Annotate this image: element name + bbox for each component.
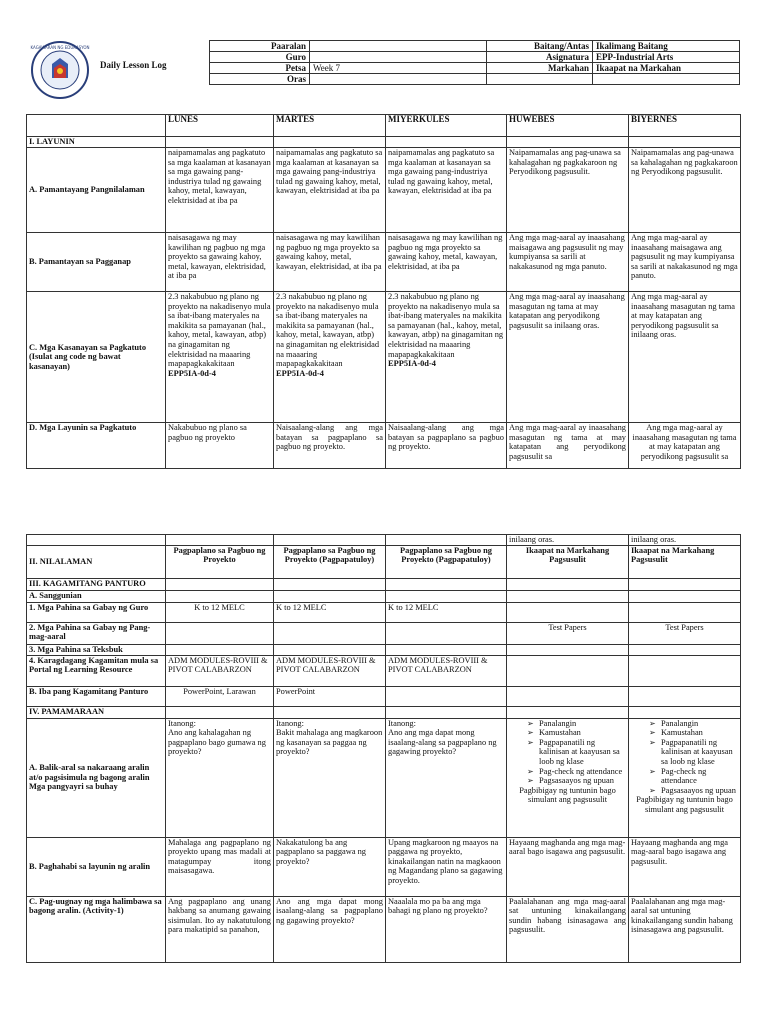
balik-lunes: Itanong: Ano ang kahalagahan ng pagpaplano bago gumawa ng proyekto? bbox=[166, 718, 274, 837]
label-karagdagan: 4. Karagdagang Kagamitan mula sa Portal ng Learning Resource bbox=[27, 655, 166, 686]
label-gabay-magaaral: 2. Mga Pahina sa Gabay ng Pang-mag-aaral bbox=[27, 622, 166, 644]
nilalaman-lunes: Pagpaplano sa Pagbuo ng Proyekto bbox=[166, 545, 274, 578]
paguugnay-biyernes: Paalalahanan ang mga mag-aaral sat untuning kinakailangang sundin habang isinasagawa ang pagsusulit. bbox=[629, 896, 741, 962]
value-petsa: Week 7 bbox=[310, 63, 487, 74]
cell-a-lunes: naipamamalas ang pagkatuto sa mga kaalaman at kasanayan sa mga gawaing pang-industriya tulad ng gawaing kahoy, metal, kawayan, elektrisidad at iba pa bbox=[166, 148, 274, 233]
balik-biyernes bbox=[629, 718, 741, 837]
day-biyernes: BIYERNES bbox=[629, 115, 741, 137]
paghahabi-lunes: Mahalaga ang pagpaplano ng proyekto upang mas madali at matagumpay itong maisasagawa. bbox=[166, 837, 274, 896]
cell-d-huwebes: Ang mga mag-aaral ay inaasahang masagutan ng tama at may katapatan ang peryodikong pagsusulit sa bbox=[507, 423, 629, 469]
lesson-table-part2 bbox=[26, 534, 741, 963]
label-petsa: Petsa bbox=[210, 63, 310, 74]
cell-a-biyernes: Naipamamalas ang pag-unawa sa kahalagahan ng pagkakaroon ng Peryodikong pagsusulit. bbox=[629, 148, 741, 233]
label-teksbuk: 3. Mga Pahina sa Teksbuk bbox=[27, 644, 166, 655]
cell-b-miyerkules: naisasagawa ng may kawilihan ng pagbuo ng mga proyekto sa gawaing kahoy, metal, kawayan, elektrisidad, at iba pa bbox=[386, 233, 507, 292]
label-blank bbox=[487, 74, 593, 85]
label-pamamaraan: IV. PAMAMARAAN bbox=[27, 706, 166, 718]
value-guro bbox=[310, 52, 487, 63]
balik-huwebes bbox=[507, 718, 629, 837]
code-martes: EPP5IA-0d-4 bbox=[276, 368, 324, 378]
row-nilalaman bbox=[27, 545, 741, 578]
day-header-row bbox=[27, 115, 741, 137]
cell-b-biyernes: Ang mga mag-aaral ay inaasahang maisagawa ang pagsusulit ng may kumpiyansa sa sarili at nakakasunod ng mga panuto. bbox=[629, 233, 741, 292]
document-title: Daily Lesson Log bbox=[100, 60, 167, 70]
row-iba-pang-kagamitan bbox=[27, 686, 741, 706]
row-pamamaraan bbox=[27, 706, 741, 718]
cell-a-huwebes: Naipamamalas ang pag-unawa sa kahalagahan ng pagkakaroon ng Peryodikong pagsusulit. bbox=[507, 148, 629, 233]
cont-biyernes: inilaang oras. bbox=[629, 535, 741, 546]
cell-b-martes: naisasagawa ng may kawilihan ng pagbuo ng mga proyekto sa gawaing kahoy, metal, kawayan, elektrisidad, at iba pa bbox=[274, 233, 386, 292]
checklist-item: ➢ Pag-check ng attendance bbox=[527, 767, 626, 777]
paguugnay-martes: Ano ang mga dapat mong isaalang-alang sa pagpaplano ng gagawing proyekto? bbox=[274, 896, 386, 962]
cell-d-martes: Naisaalang-alang ang mga batayan sa pagpaplano sa pagbuo ng proyekto. bbox=[274, 423, 386, 469]
paguugnay-lunes: Ang pagpaplano ang unang hakbang sa anumang gawaing sisimulan. Ito ay nakatutulong para makatipid sa panahon, bbox=[166, 896, 274, 962]
test-papers-biyernes: Test Papers bbox=[629, 622, 741, 644]
checklist-item: ➢ Kamustahan bbox=[527, 728, 626, 738]
kasanayan-text-martes: 2.3 nakabubuo ng plano ng proyekto na nakadisenyo mula sa ibat-ibang materyales na makikita sa pamayanan (hal., kahoy, metal, kawayan, atbp) na ginagamitan ng elektrisidad na maaaring mapapagkakakitaan bbox=[276, 292, 380, 369]
row-sanggunian bbox=[27, 590, 741, 602]
label-pamantayang-pangnilalaman: A. Pamantayang Pangnilalaman bbox=[27, 148, 166, 233]
cell-c-lunes bbox=[166, 292, 274, 423]
balik-martes: Itanong: Bakit mahalaga ang magkaroon ng kasanayan sa paggaa ng proyekto? bbox=[274, 718, 386, 837]
label-paguugnay: C. Pag-uugnay ng mga halimbawa sa bagong aralin. (Activity-1) bbox=[27, 896, 166, 962]
section-layunin: I. LAYUNIN bbox=[27, 137, 166, 148]
day-miyerkules: MIYERKULES bbox=[386, 115, 507, 137]
nilalaman-martes: Pagpaplano sa Pagbuo ng Proyekto (Pagpapatuloy) bbox=[274, 545, 386, 578]
label-asignatura: Asignatura bbox=[487, 52, 593, 63]
value-paaralan bbox=[310, 41, 487, 52]
row-gabay-magaaral bbox=[27, 622, 741, 644]
row-paghahabi bbox=[27, 837, 741, 896]
row-gabay-guro bbox=[27, 602, 741, 622]
value-blank bbox=[593, 74, 740, 85]
nilalaman-huwebes: Ikaapat na Markahang Pagsusulit bbox=[507, 545, 629, 578]
checklist-huwebes bbox=[509, 719, 626, 786]
checklist-item: ➢ Pagpapanatili ng kalinisan at kaayusan sa loob ng klase bbox=[527, 738, 626, 767]
label-baitang: Baitang/Antas bbox=[487, 41, 593, 52]
label-layunin-pagkatuto: D. Mga Layunin sa Pagkatuto bbox=[27, 423, 166, 469]
label-oras: Oras bbox=[210, 74, 310, 85]
lesson-table-part1 bbox=[26, 114, 741, 469]
karagdagan-miyerkules: ADM MODULES-ROVIII & PIVOT CALABARZON bbox=[386, 655, 507, 686]
checklist-item: ➢ Pagsasaayos ng upuan bbox=[527, 776, 626, 786]
karagdagan-lunes: ADM MODULES-ROVIII & PIVOT CALABARZON bbox=[166, 655, 274, 686]
day-lunes: LUNES bbox=[166, 115, 274, 137]
row-layunin-pagkatuto bbox=[27, 423, 741, 469]
karagdagan-martes: ADM MODULES-ROVIII & PIVOT CALABARZON bbox=[274, 655, 386, 686]
cell-d-biyernes: Ang mga mag-aaral ay inaasahang masagutan ng tama at may katapatan ang peryodikong pagsusulit sa bbox=[629, 423, 741, 469]
cell-c-huwebes: Ang mga mag-aaral ay inaasahang masagutan ng tama at may katapatan ang peryodikong pagsusulit sa inilaang oras. bbox=[507, 292, 629, 423]
value-asignatura: EPP-Industrial Arts bbox=[593, 52, 740, 63]
label-iba-pang-kagamitan: B. Iba pang Kagamitang Panturo bbox=[27, 686, 166, 706]
kasanayan-text-lunes: 2.3 nakabubuo ng plano ng proyekto na nakadisenyo mula sa ibat-ibang materyales na makikita sa pamayanan (hal., kahoy, metal, kawayan, atbp) na ginagamitan ng elektrisidad na maaaring mapapagkakakitaan bbox=[168, 292, 271, 369]
checklist-item: ➢ Panalangin bbox=[649, 719, 738, 729]
checklist-item: ➢ Panalangin bbox=[527, 719, 626, 729]
header-row-4 bbox=[210, 74, 740, 85]
checklist-item: ➢ Kamustahan bbox=[649, 728, 738, 738]
checklist-biyernes bbox=[631, 719, 738, 796]
label-guro: Guro bbox=[210, 52, 310, 63]
row-balik-aral bbox=[27, 718, 741, 837]
cell-a-martes: naipamamalas ang pagkatuto sa mga kaalaman at kasanayan sa mga gawaing pang-industriya tulad ng gawaing kahoy, metal, kawayan, elektrisidad at iba pa bbox=[274, 148, 386, 233]
row-paguugnay bbox=[27, 896, 741, 962]
cell-c-biyernes: Ang mga mag-aaral ay inaasahang masagutan ng tama at may katapatan ang peryodikong pagsusulit sa inilaang oras. bbox=[629, 292, 741, 423]
row-karagdagan bbox=[27, 655, 741, 686]
paghahabi-biyernes: Hayaang maghanda ang mga mag-aaral bago isagawa ang pagsusulit. bbox=[629, 837, 741, 896]
label-gabay-guro: 1. Mga Pahina sa Gabay ng Guro bbox=[27, 602, 166, 622]
checklist-item: ➢ Pag-check ng attendance bbox=[649, 767, 738, 786]
row-continuation bbox=[27, 535, 741, 546]
code-miyerkules: EPP5IA-0d-4 bbox=[388, 359, 436, 369]
cell-d-miyerkules: Naisaalang-alang ang mga batayan sa pagpaplano sa pagbuo ng proyekto. bbox=[386, 423, 507, 469]
iba-pa-lunes: PowerPoint, Larawan bbox=[166, 686, 274, 706]
checklist-item: ➢ Pagsasaayos ng upuan bbox=[649, 786, 738, 796]
value-oras bbox=[310, 74, 487, 85]
label-nilalaman: II. NILALAMAN bbox=[27, 545, 166, 578]
cell-a-miyerkules: naipamamalas ang pagkatuto sa mga kaalaman at kasanayan sa mga gawaing pang-industriya tulad ng gawaing kahoy, metal, kawayan, elektrisidad at iba pa bbox=[386, 148, 507, 233]
gabay-guro-miyerkules: K to 12 MELC bbox=[386, 602, 507, 622]
cell-c-martes bbox=[274, 292, 386, 423]
kasanayan-text-miyerkules: 2.3 nakabubuo ng plano ng proyekto na nakadisenyo mula sa ibat-ibang materyales na makikita sa pamayanan (hal., kahoy, metal, kawayan, atbp) na ginagamitan ng elektrisidad na maaaring mapapagkakakitaan bbox=[388, 292, 504, 359]
code-lunes: EPP5IA-0d-4 bbox=[168, 368, 216, 378]
value-markahan: Ikaapat na Markahan bbox=[593, 63, 740, 74]
header-row-1 bbox=[210, 41, 740, 52]
row-teksbuk bbox=[27, 644, 741, 655]
deped-seal-logo bbox=[30, 40, 90, 100]
label-balik-aral: A. Balik-aral sa nakaraang aralin at/o pagsisimula ng bagong aralin Mga pangyayri sa buhay bbox=[27, 718, 166, 837]
row-kasanayan bbox=[27, 292, 741, 423]
header-info-table bbox=[209, 40, 740, 85]
section-layunin-row bbox=[27, 137, 741, 148]
row-pamantayan-pagganap bbox=[27, 233, 741, 292]
label-kasanayan: C. Mga Kasanayan sa Pagkatuto (Isulat ang code ng bawat kasanayan) bbox=[27, 292, 166, 423]
cont-huwebes: inilaang oras. bbox=[507, 535, 629, 546]
label-kagamitan: III. KAGAMITANG PANTURO bbox=[27, 578, 166, 590]
corner-cell bbox=[27, 115, 166, 137]
label-sanggunian: A. Sanggunian bbox=[27, 590, 166, 602]
gabay-guro-lunes: K to 12 MELC bbox=[166, 602, 274, 622]
cell-b-huwebes: Ang mga mag-aaral ay inaasahang maisagawa ang pagsusulit ng may kumpiyansa sa sarili at nakakasunod ng mga panuto. bbox=[507, 233, 629, 292]
iba-pa-martes: PowerPoint bbox=[274, 686, 386, 706]
paghahabi-martes: Nakakatulong ba ang pagpaplano sa paggawa ng proyekto? bbox=[274, 837, 386, 896]
label-markahan: Markahan bbox=[487, 63, 593, 74]
nilalaman-biyernes: Ikaapat na Markahang Pagsusulit bbox=[629, 545, 741, 578]
seal-text: KAGAWARAN NG EDUKASYON bbox=[30, 45, 90, 50]
header-row-3 bbox=[210, 63, 740, 74]
balik-miyerkules: Itanong: Ano ang mga dapat mong isaalang-alang sa pagpaplano ng gagawing proyekto? bbox=[386, 718, 507, 837]
cell-c-miyerkules bbox=[386, 292, 507, 423]
day-huwebes: HUWEBES bbox=[507, 115, 629, 137]
checklist-tail-biyernes: Pagbibigay ng tuntunin bago simulant ang pagsusulit bbox=[636, 795, 733, 814]
value-baitang: Ikalimang Baitang bbox=[593, 41, 740, 52]
checklist-item: ➢ Pagpapanatili ng kalinisan at kaayusan sa loob ng klase bbox=[649, 738, 738, 767]
cell-b-lunes: naisasagawa ng may kawilihan ng pagbuo ng mga proyekto sa gawaing kahoy, metal, kawayan, elektrisidad, at iba pa bbox=[166, 233, 274, 292]
label-paghahabi: B. Paghahabi sa layunin ng aralin bbox=[27, 837, 166, 896]
gabay-guro-martes: K to 12 MELC bbox=[274, 602, 386, 622]
paghahabi-miyerkules: Upang magkaroon ng maayos na paggawa ng proyekto, kinakailangan natin na magkaoon ng Magandang plano sa gagawing proyekto. bbox=[386, 837, 507, 896]
header-row-2 bbox=[210, 52, 740, 63]
row-pamantayang-pangnilalaman bbox=[27, 148, 741, 233]
paguugnay-huwebes: Paalalahanan ang mga mag-aaral sat untuning kinakailangang sundin habang isinasagawa ang pagsusulit. bbox=[507, 896, 629, 962]
checklist-tail-huwebes: Pagbibigay ng tuntunin bago simulant ang pagsusulit bbox=[519, 785, 616, 805]
label-pamantayan-pagganap: B. Pamantayan sa Pagganap bbox=[27, 233, 166, 292]
label-paaralan: Paaralan bbox=[210, 41, 310, 52]
paghahabi-huwebes: Hayaang maghanda ang mga mag-aaral bago isagawa ang pagsusulit. bbox=[507, 837, 629, 896]
day-martes: MARTES bbox=[274, 115, 386, 137]
row-kagamitan bbox=[27, 578, 741, 590]
cell-d-lunes: Nakabubuo ng plano sa pagbuo ng proyekto bbox=[166, 423, 274, 469]
paguugnay-miyerkules: Naaalala mo pa ba ang mga bahagi ng plano ng proyekto? bbox=[386, 896, 507, 962]
nilalaman-miyerkules: Pagpaplano sa Pagbuo ng Proyekto (Pagpapatuloy) bbox=[386, 545, 507, 578]
test-papers-huwebes: Test Papers bbox=[507, 622, 629, 644]
